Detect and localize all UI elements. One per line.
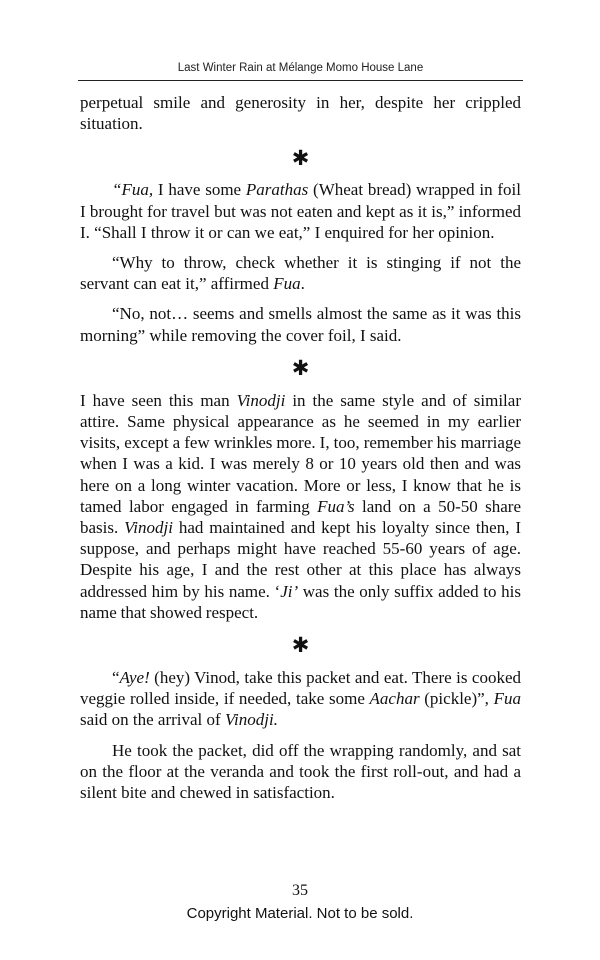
paragraph [80, 92, 521, 134]
running-header: Last Winter Rain at Mélange Momo House Lane [177, 62, 424, 74]
section-separator: ✱ [291, 633, 310, 658]
page-number: 35 [292, 882, 308, 899]
text-run: (hey) Vinod, take this packet and eat. There is cooked veggie rolled inside, if needed, take some [80, 668, 521, 709]
text-run: had maintained and kept his loyalty since then, I suppose, and perhaps might have reached 55-60 years of age. Despite his age, I and the rest other at this place has always addressed him by his name. ‘ [80, 518, 521, 601]
italic-text: Parathas [245, 180, 309, 200]
italic-text: “Fua, [112, 180, 154, 200]
italic-text: Aye! [119, 668, 150, 688]
italic-text: Fua [493, 689, 521, 709]
text-run: “ [112, 668, 120, 688]
italic-text: Fua’s [317, 496, 355, 516]
section-separator: ✱ [291, 355, 310, 380]
paragraph [80, 303, 521, 345]
italic-text: Vinodji [236, 390, 286, 410]
text-run: land on a 50-50 share basis. [80, 496, 521, 538]
text-run: (pickle)”, [419, 689, 494, 709]
text-run: perpetual smile and generosity in her, despite her crippled situation. [80, 93, 521, 134]
text-run: I have seen this man [80, 390, 237, 410]
text-run: was the only suffix added to his name that showed respect. [80, 581, 521, 622]
italic-text: Fua [273, 274, 301, 294]
paragraph [80, 740, 521, 804]
text-run: in the same style and of similar attire. Same physical appearance as he seemed in my earlier visits, except a few wrinkles more. I, too, remember his marriage when I was a kid. I was merely 8 or 10 years old then and was here on a long winter vacation. More or less, I know that he is tamed labor engaged in farming [80, 390, 521, 516]
text-run: “Why to throw, check whether it is stinging if not the servant can eat it,” affirmed [80, 253, 521, 294]
text-run: “No, not… seems and smells almost the same as it was this morning” while removing the cover foil, I said. [80, 304, 521, 345]
text-run: I have some [153, 180, 246, 200]
italic-text: Aachar [369, 689, 420, 709]
header-rule [78, 80, 523, 81]
copyright-notice: Copyright Material. Not to be sold. [186, 905, 414, 922]
text-run: (Wheat bread) wrapped in foil I brought for travel but was not eaten and kept as it is,” informed I. “Shall I throw it or can we eat,” I enquired for her opinion. [80, 180, 522, 242]
italic-text: Ji’ [280, 581, 299, 601]
text-run: . [300, 274, 305, 294]
paragraph [80, 667, 521, 731]
paragraph [80, 252, 521, 294]
italic-text: Vinodji [124, 518, 173, 538]
paragraph [80, 390, 521, 623]
italic-text: Vinodji. [224, 710, 278, 730]
text-run: said on the arrival of [80, 710, 225, 730]
section-separator: ✱ [291, 146, 310, 171]
page-body [80, 92, 521, 803]
paragraph [80, 179, 521, 243]
text-run: He took the packet, did off the wrapping randomly, and sat on the floor at the veranda and took the first roll-out, and had a silent bite and chewed in satisfaction. [80, 740, 521, 803]
